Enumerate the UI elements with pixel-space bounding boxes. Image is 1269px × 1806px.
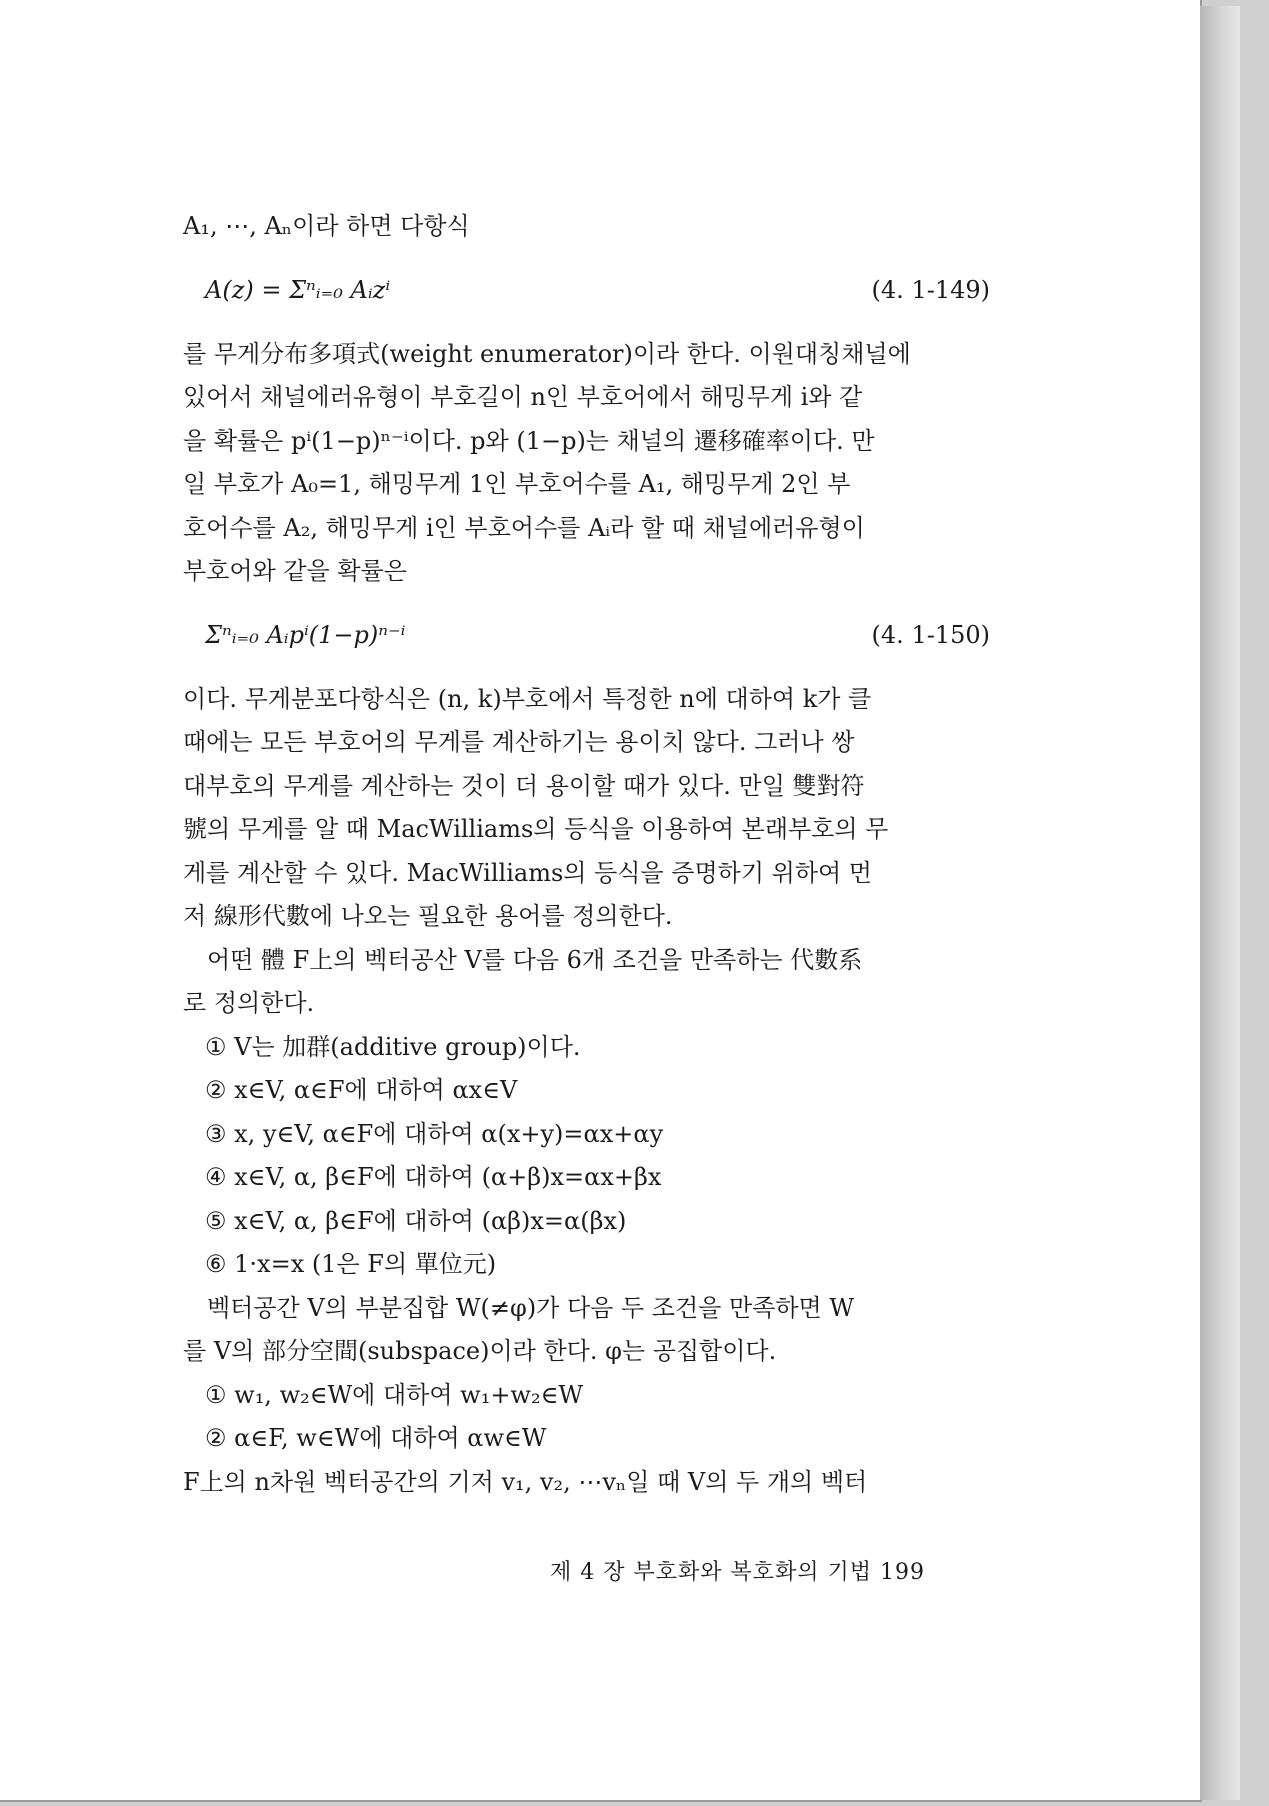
equation-number: (4. 1-150) xyxy=(871,620,990,649)
equation-number: (4. 1-149) xyxy=(871,275,990,304)
text-line: 이다. 무게분포다항식은 (n, k)부호에서 특정한 n에 대하여 k가 클 xyxy=(183,684,872,713)
text-line: 號의 무게를 알 때 MacWilliams의 등식을 이용하여 본래부호의 무 xyxy=(183,815,889,843)
equation-4-1-149 xyxy=(183,259,990,321)
condition-item: ⑤ x∈V, α, β∈F에 대하여 (αβ)x=α(βx) xyxy=(205,1206,627,1235)
subspace-condition-item: ① w₁, w₂∈W에 대하여 w₁+w₂∈W xyxy=(205,1380,584,1409)
condition-item: ② x∈V, α∈F에 대하여 αx∈V xyxy=(205,1076,518,1104)
condition-item: ③ x, y∈V, α∈F에 대하여 α(x+y)=αx+αy xyxy=(205,1119,664,1148)
condition-item: ④ x∈V, α, β∈F에 대하여 (α+β)x=αx+βx xyxy=(205,1163,662,1191)
page-edge-shadow xyxy=(1200,6,1240,1800)
text-line: 때에는 모든 부호어의 무게를 계산하기는 용이치 않다. 그러나 쌍 xyxy=(183,728,855,756)
equation-formula: Σⁿᵢ₌₀ Aᵢpⁱ(1−p)ⁿ⁻ⁱ xyxy=(205,620,406,649)
text-line: 있어서 채널에러유형이 부호길이 n인 부호어에서 해밍무게 i와 같 xyxy=(183,383,863,411)
equation-formula: A(z) = Σⁿᵢ₌₀ Aᵢzⁱ xyxy=(205,275,391,304)
text-line: 로 정의한다. xyxy=(183,989,315,1017)
text-line: 을 확률은 pⁱ(1−p)ⁿ⁻ⁱ이다. p와 (1−p)는 채널의 遷移確率이다. 만 xyxy=(183,426,875,455)
text-line: F上의 n차원 벡터공간의 기저 v₁, v₂, ⋯vₙ일 때 V의 두 개의 벡터 xyxy=(183,1467,868,1496)
text-line: 게를 계산할 수 있다. MacWilliams의 등식을 증명하기 위하여 먼 xyxy=(183,858,872,887)
text-line: 호어수를 A₂, 해밍무게 i인 부호어수를 Aᵢ라 할 때 채널에러유형이 xyxy=(183,513,865,542)
text-line: 부호어와 같을 확률은 xyxy=(183,557,407,585)
subspace-condition-item: ② α∈F, w∈W에 대하여 αw∈W xyxy=(205,1424,547,1452)
text-line: A₁, ⋯, Aₙ이라 하면 다항식 xyxy=(183,212,470,240)
equation-4-1-150 xyxy=(183,604,990,666)
condition-item: ⑥ 1·x=x (1은 F의 單位元) xyxy=(205,1250,497,1278)
text-line: 어떤 體 F上의 벡터공산 V를 다음 6개 조건을 만족하는 代數系 xyxy=(207,945,863,974)
text-line: 를 무게分布多項式(weight enumerator)이라 한다. 이원대칭채널에 xyxy=(183,339,911,368)
text-line: 일 부호가 A₀=1, 해밍무게 1인 부호어수를 A₁, 해밍무게 2인 부 xyxy=(183,470,851,498)
text-line: 를 V의 部分空間(subspace)이라 한다. φ는 공집합이다. xyxy=(183,1337,777,1365)
text-line: 대부호의 무게를 계산하는 것이 더 용이할 때가 있다. 만일 雙對符 xyxy=(183,771,865,800)
text-line: 벡터공간 V의 부분집합 W(≠φ)가 다음 두 조건을 만족하면 W xyxy=(207,1293,855,1322)
text-line: 저 線形代數에 나오는 필요한 용어를 정의한다. xyxy=(183,902,673,930)
page-footer: 제 4 장 부호화와 복호화의 기법 199 xyxy=(550,1560,925,1585)
condition-item: ① V는 加群(additive group)이다. xyxy=(205,1032,581,1061)
page-content xyxy=(183,205,990,1504)
